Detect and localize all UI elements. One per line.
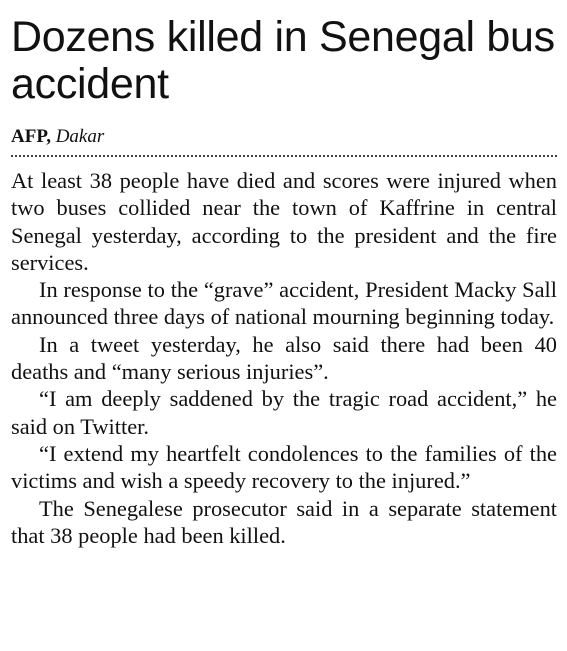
byline-place: Dakar xyxy=(55,126,105,147)
paragraph: The Senegalese prosecutor said in a separate statement that 38 people had been killed. xyxy=(11,495,557,548)
news-article xyxy=(11,14,557,549)
paragraph: In response to the “grave” accident, President Macky Sall announced three days of national mourning beginning today. xyxy=(11,277,557,330)
paragraph: “I extend my heartfelt condolences to the families of the victims and wish a speedy recovery to the injured.” xyxy=(11,440,557,494)
dotted-divider xyxy=(11,155,557,157)
article-body xyxy=(11,167,557,549)
paragraph: In a tweet yesterday, he also said there had been 40 deaths and “many serious injuries”. xyxy=(11,331,557,385)
byline xyxy=(11,126,557,148)
byline-agency: AFP, xyxy=(11,126,51,147)
headline: Dozens killed in Senegal bus accident xyxy=(11,13,555,108)
paragraph: “I am deeply saddened by the tragic road accident,” he said on Twitter. xyxy=(11,386,557,439)
paragraph: At least 38 people have died and scores were injured when two buses collided near the town of Kaffrine in central Senegal yesterday, according to the president and the fire services. xyxy=(11,168,557,275)
